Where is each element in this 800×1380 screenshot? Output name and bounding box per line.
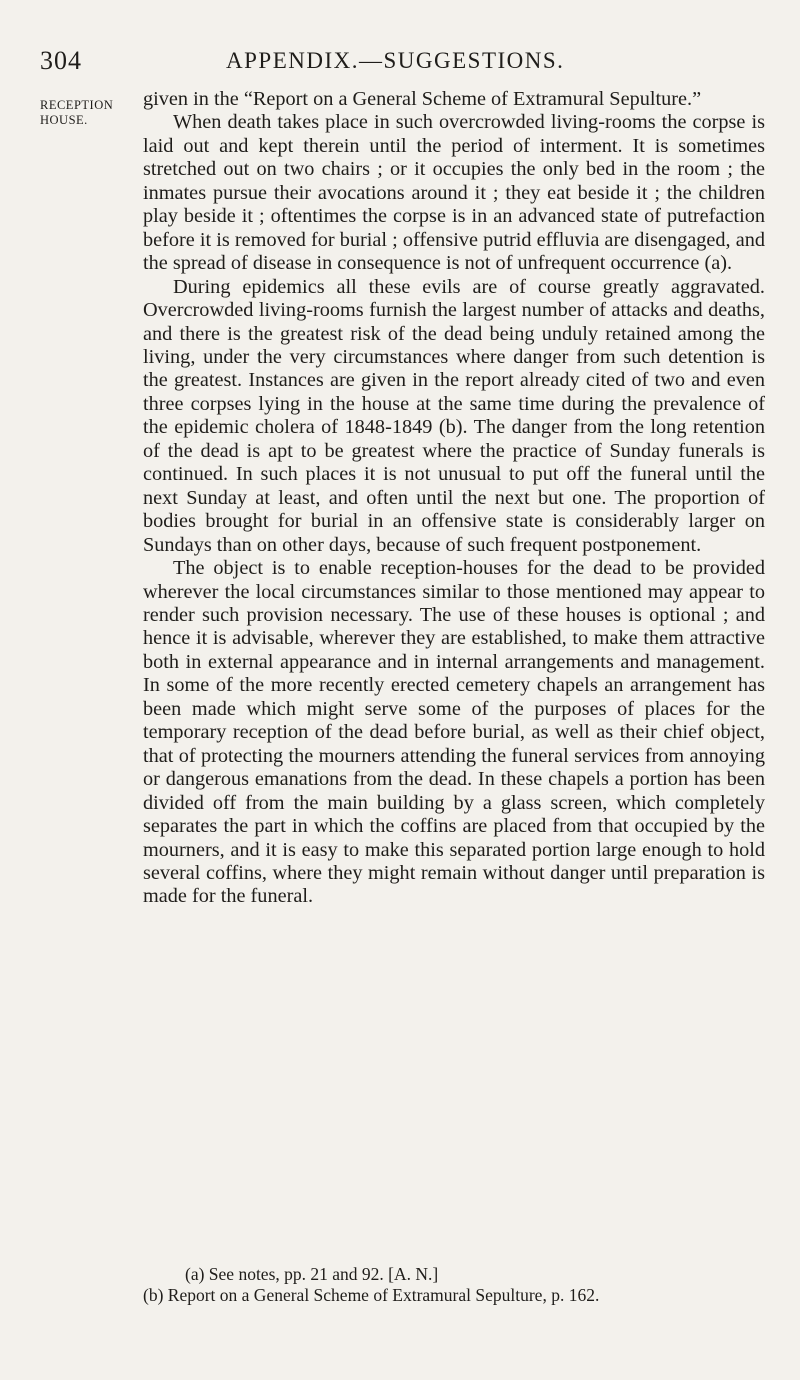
paragraph-continued: given in the “Report on a General Scheme of Extramural Sepulture.” (143, 88, 702, 110)
running-head: APPENDIX.—SUGGESTIONS. (226, 48, 565, 73)
margin-note: RECEPTION HOUSE. (40, 98, 114, 127)
footnotes (143, 1264, 783, 1306)
body-text (143, 88, 765, 909)
footnote-b: (b) Report on a General Scheme of Extramural Sepulture, p. 162. (143, 1285, 600, 1305)
page-number: 304 (40, 46, 82, 75)
footnote-a: (a) See notes, pp. 21 and 92. [A. N.] (185, 1264, 439, 1284)
paragraph-reception-houses: The object is to enable reception-houses for the dead to be provided wherever the local circumstances similar to those mentioned may appear to render such provision necessary. The use of these houses is optional ; and hence it is advisable, wherever they are established, to make them attractive both in external appearance and in internal arrangements and management. In some of the more recently erected cemetery chapels an arrangement has been made which might serve some of the purposes of places for the temporary reception of the dead before burial, as well as their chief object, that of protecting the mourners attending the funeral services from annoying or dangerous emanations from the dead. In these chapels a portion has been divided off from the main building by a glass screen, which completely separates the part in which the coffins are placed from that occupied by the mourners, and it is easy to make this separated portion large enough to hold several coffins, where they might remain without danger until preparation is made for the funeral. (143, 557, 765, 908)
page-header (0, 46, 800, 86)
paragraph-death-in-living-rooms: When death takes place in such overcrowded living-rooms the corpse is laid out and kept therein until the period of interment. It is sometimes stretched out on two chairs ; or it occupies the only bed in the room ; the inmates pursue their avocations around it ; they eat beside it ; the children play beside it ; oftentimes the corpse is in an advanced state of putrefaction before it is removed for burial ; offensive putrid effluvia are disengaged, and the spread of disease in consequence is not of unfrequent occurrence (a). (143, 111, 765, 275)
paragraph-epidemics: During epidemics all these evils are of course greatly aggravated. Overcrowded living-rooms furnish the largest number of attacks and deaths, and there is the greatest risk of the dead being unduly retained among the living, under the very circumstances where danger from such detention is the greatest. Instances are given in the report already cited of two and even three corpses lying in the house at the same time during the prevalence of the epidemic cholera of 1848-1849 (b). The danger from the long retention of the dead is apt to be greatest where the practice of Sunday funerals is continued. In such places it is not unusual to put off the funeral until the next Sunday at least, and often until the next but one. The proportion of bodies brought for burial in an offensive state is considerably larger on Sundays than on other days, because of such frequent postponement. (143, 275, 765, 556)
